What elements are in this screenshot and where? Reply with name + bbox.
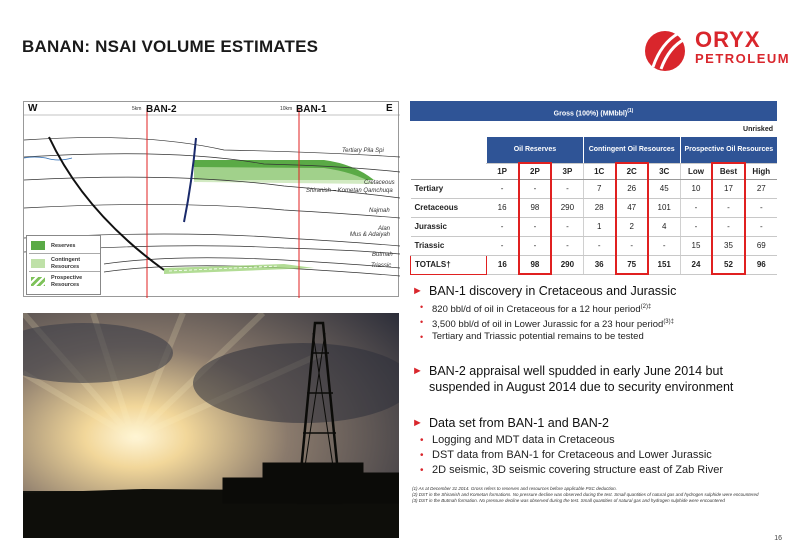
bullet-dot-icon: • xyxy=(420,465,424,477)
table-row: Tertiary - - - 7 26 45 10 17 27 xyxy=(411,179,778,198)
col-header: 2P xyxy=(519,163,551,179)
formation-label: Shiranish – Kometan Qamchuqa xyxy=(306,188,393,194)
bullet-dot-icon: • xyxy=(420,302,424,312)
footnote: (3) DST in the Butmah formation. No pressure decline was observed during the test. Small quantities of natural gas and hydrogen sulphide were encountered xyxy=(412,498,725,503)
cross-section-diagram xyxy=(23,101,399,297)
sub-bullet: • 820 bbl/d of oil in Cretaceous for a 12 hour period$^{(2)\ddagger}$ xyxy=(420,302,652,316)
col-header: 3C xyxy=(648,163,680,179)
scale-10km: 10km xyxy=(280,106,293,112)
sub-bullet: • Logging and MDT data in Cretaceous xyxy=(420,434,615,447)
legend-item-prospective: Prospective Resources xyxy=(29,274,100,290)
logo-word-petroleum: PETROLEUM xyxy=(695,51,791,66)
prospective-swatch xyxy=(31,277,45,286)
sub-bullet: • 2D seismic, 3D seismic covering structure east of Zab River xyxy=(420,464,723,477)
formation-label: Alan Mus & Adaiyah xyxy=(349,226,390,238)
cross-section-legend xyxy=(26,235,101,295)
column-header-row xyxy=(411,163,778,179)
sub-bullet: • 3,500 bbl/d of oil in Lower Jurassic for a 23 hour period$^{(3)\ddagger}$ xyxy=(420,317,674,331)
bullet-ban1: ► BAN-1 discovery in Cretaceous and Jurassic xyxy=(412,284,677,298)
formation-label: Triassic xyxy=(371,263,392,269)
formation-label: Cretaceous xyxy=(364,180,395,186)
legend-item-reserves: Reserves xyxy=(29,238,100,254)
col-header: High xyxy=(745,163,777,179)
bullet-dot-icon: • xyxy=(420,332,424,343)
unrisked-label: Unrisked xyxy=(743,125,773,133)
page-title: BANAN: NSAI VOLUME ESTIMATES xyxy=(22,37,319,56)
oryx-logo xyxy=(643,27,791,73)
footnote: (2) DST in the Shiranish and Kometan formations. No pressure decline was observed during the test. Small quantities of natural gas and hydrogen sulphide were encountered xyxy=(412,492,759,497)
footnote: (1) As at December 31 2014. Gross refers to reserves and resources before applicable PSC deduction. xyxy=(412,486,617,491)
table-row-totals: TOTALS† 16 98 290 36 75 151 24 52 96 xyxy=(411,255,778,274)
oryx-horns-icon xyxy=(643,29,691,73)
well-ban-1-label: BAN-1 xyxy=(296,104,327,115)
legend-item-contingent: Contingent Resources xyxy=(29,256,100,272)
footnotes xyxy=(412,486,784,504)
group-oil-reserves: Oil Reserves xyxy=(487,137,584,163)
gross-header: Gross (100%) (MMbbl)$^{(1)}$ xyxy=(410,101,777,121)
formation-label: Tertiary Pila Spi xyxy=(342,148,384,154)
col-header: 3P xyxy=(551,163,583,179)
sub-bullet: • Tertiary and Triassic potential remains to be tested xyxy=(420,331,644,343)
page-number: 16 xyxy=(774,535,782,542)
table-row: Jurassic - - - 1 2 4 - - - xyxy=(411,217,778,236)
col-header: 1P xyxy=(487,163,519,179)
col-header: 2C xyxy=(616,163,648,179)
formation-label: Butmah xyxy=(372,252,393,258)
west-label: W xyxy=(28,103,38,114)
col-header: Low xyxy=(680,163,712,179)
east-label: E xyxy=(386,103,393,114)
arrow-icon: ► xyxy=(412,285,423,297)
table-row: Triassic - - - - - - 15 35 69 xyxy=(411,236,778,255)
drilling-rig-photo xyxy=(23,313,399,538)
reserves-swatch xyxy=(31,241,45,250)
bullet-dot-icon: • xyxy=(420,450,424,462)
arrow-icon: ► xyxy=(412,417,423,430)
bullet-list xyxy=(412,283,784,478)
well-ban-2-label: BAN-2 xyxy=(146,104,177,115)
bullet-dot-icon: • xyxy=(420,435,424,447)
col-header: 1C xyxy=(583,163,615,179)
bullet-dataset: ► Data set from BAN-1 and BAN-2 xyxy=(412,416,609,431)
sub-bullet: • DST data from BAN-1 for Cretaceous and Lower Jurassic xyxy=(420,449,712,462)
contingent-swatch xyxy=(31,259,45,268)
col-header: Best xyxy=(712,163,744,179)
arrow-icon: ► xyxy=(412,365,423,378)
scale-5km: 5km xyxy=(132,106,142,112)
volume-estimates-table xyxy=(410,101,777,275)
logo-word-oryx: ORYX xyxy=(695,27,761,52)
bullet-dot-icon: • xyxy=(420,317,424,328)
formation-label: Najmah xyxy=(369,208,390,214)
bullet-ban2: ► BAN-2 appraisal well spudded in early June 2014 but suspended in August 2014 due to security environment xyxy=(412,364,734,395)
group-contingent: Contingent Oil Resources xyxy=(583,137,680,163)
group-prospective: Prospective Oil Resources xyxy=(680,137,777,163)
table-row: Cretaceous 16 98 290 28 47 101 - - - xyxy=(411,198,778,217)
